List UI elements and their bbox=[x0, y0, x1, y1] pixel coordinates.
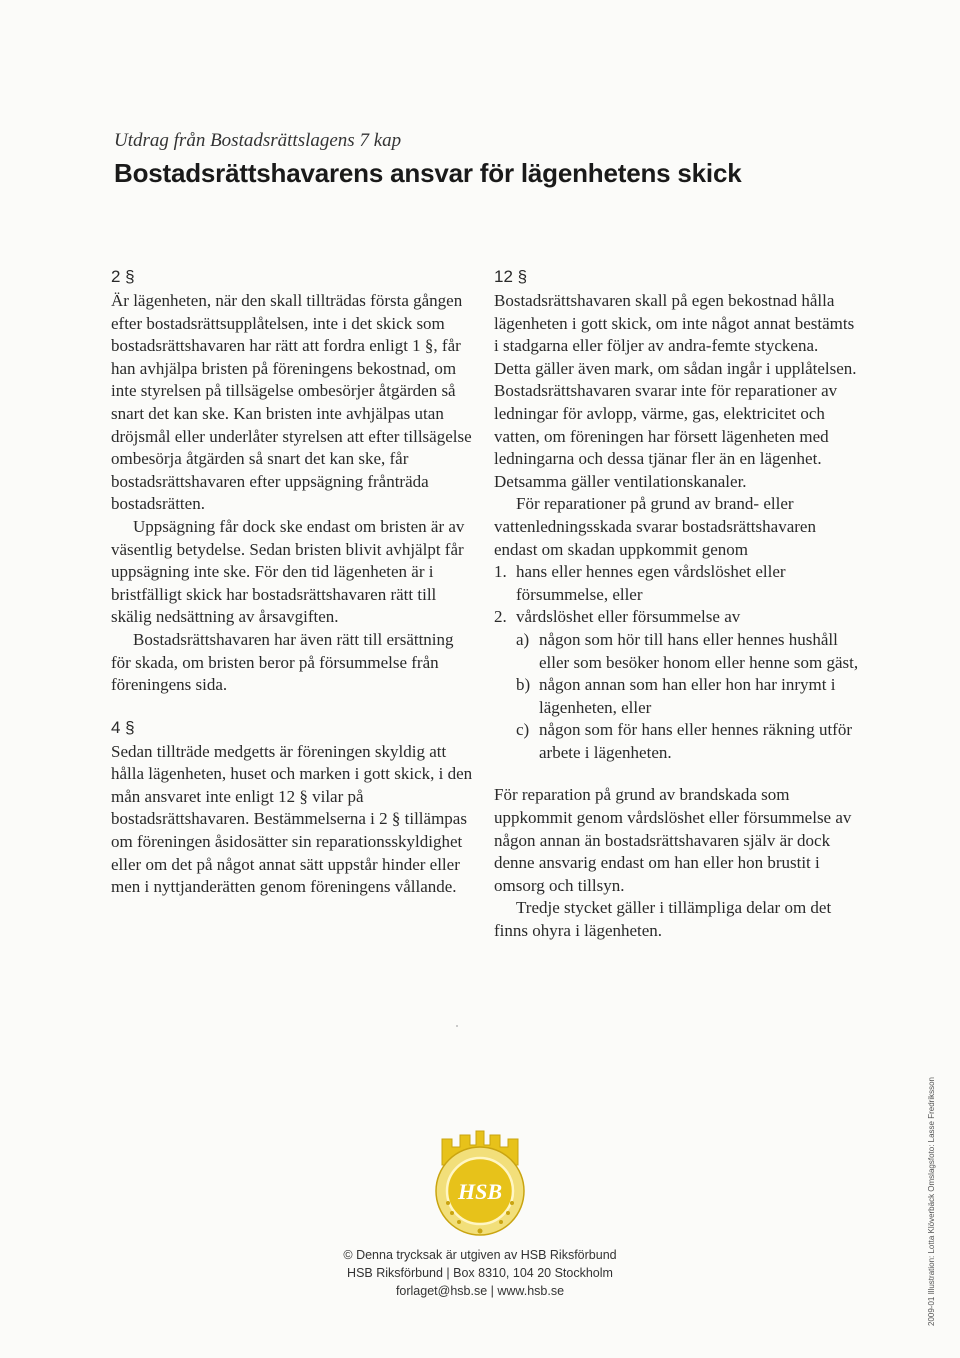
page-speck bbox=[456, 1025, 458, 1027]
document-kicker: Utdrag från Bostadsrättslagens 7 kap bbox=[114, 130, 402, 151]
document-title: Bostadsrättshavarens ansvar för lägenhetens skick bbox=[114, 158, 742, 188]
section-2-paragraph-1: Är lägenheten, när den skall tillträdas första gången efter bostadsrättsupplåtelsen, inte i det skick som bostadsrättshavaren har rätt att fordra enligt 1 §, får han avhjälpa bristen på föreningens bekostnad, om inte styrelsen på tillsägelse ombesörjer åtgärden så snart det kan ske. Kan bristen inte avhjälpas utan dröjsmål eller underlåter styrelsen att efter tillsägelse ombesörja åtgärden så snart det kan ske, får bostadsrättshavaren efter uppsägning frånträda bostadsrätten. bbox=[111, 291, 472, 514]
section-12-paragraph-2: För reparationer på grund av brand- eller vattenledningsskada svarar bostadsrättshavaren endast om skadan uppkommit genom bbox=[494, 494, 816, 559]
footer bbox=[300, 1246, 660, 1300]
sublist-item bbox=[494, 629, 859, 674]
section-4-paragraph-1: Sedan tillträde medgetts är föreningen skyldig att hålla lägenheten, huset och marken i gott skick, i den mån ansvaret inte enligt 12 § vilar på bostadsrättshavaren. Bestämmelserna i 2 § tillämpas om föreningen åsidosätter sin reparationsskyldighet eller om det på något annat sätt uppstår hinder eller men i nyttjanderätten genom föreningens vållande. bbox=[111, 741, 473, 897]
sublist-item-text: någon som hör till hans eller hennes hushåll eller som besöker honom eller henne som gäst, bbox=[539, 629, 859, 672]
list-item bbox=[494, 606, 859, 629]
section-12-paragraph-3: För reparation på grund av brandskada som uppkommit genom vårdslöshet eller försummelse av någon annan än bostadsrättshavaren själv är dock denne ansvarig endast om han eller hon brustit i omsorg och tillsyn. bbox=[494, 785, 852, 895]
left-column bbox=[111, 266, 476, 899]
sublist-item bbox=[494, 674, 859, 719]
sublist-item-letter: a) bbox=[516, 629, 530, 649]
section-12-heading: 12 § bbox=[494, 267, 528, 286]
list-item-text: vårdslöshet eller försummelse av bbox=[516, 607, 741, 627]
sublist-item bbox=[494, 719, 859, 764]
liability-sublist bbox=[494, 629, 859, 765]
hsb-logo bbox=[428, 1125, 532, 1245]
section-12-paragraph-4: Tredje stycket gäller i tillämpliga delar om det finns ohyra i lägenheten. bbox=[494, 898, 832, 941]
footer-contact[interactable]: forlaget@hsb.se | www.hsb.se bbox=[395, 1284, 565, 1298]
print-credit: 2009-01 Illustration: Lotta Klöverbäck Omslagsfoto: Lasse Fredriksson bbox=[927, 1076, 936, 1326]
footer-address: HSB Riksförbund | Box 8310, 104 20 Stockholm bbox=[347, 1266, 613, 1280]
list-item bbox=[494, 561, 859, 606]
sublist-item-letter: b) bbox=[516, 675, 531, 695]
footer-copyright: © Denna trycksak är utgiven av HSB Riksförbund bbox=[343, 1248, 617, 1262]
section-2-paragraph-2: Uppsägning får dock ske endast om bristen är av väsentlig betydelse. Sedan bristen blivit avhjälpt får uppsägning inte ske. För den tid lägenheten är i bristfälligt skick har bostadsrättshavaren rätt till skälig nedsättning av årsavgiften. bbox=[111, 516, 465, 627]
hsb-logo-text: HSB bbox=[457, 1179, 503, 1204]
section-2-heading: 2 § bbox=[111, 267, 135, 286]
list-item-text: hans eller hennes egen vårdslöshet eller försummelse, eller bbox=[516, 562, 786, 604]
sublist-item-letter: c) bbox=[516, 720, 530, 740]
section-2-paragraph-3: Bostadsrättshavaren har även rätt till ersättning för skada, om bristen beror på försummelse från föreningens sida. bbox=[111, 629, 454, 695]
sublist-item-text: någon som för hans eller hennes räkning utför arbete i lägenheten. bbox=[539, 720, 852, 762]
list-item-number: 1. bbox=[494, 562, 507, 582]
liability-list bbox=[494, 561, 859, 629]
right-column bbox=[494, 266, 859, 943]
section-12-paragraph-1: Bostadsrättshavaren skall på egen bekostnad hålla lägenheten i gott skick, om inte något annat bestämts i stadgarna eller följer av andra-femte styckena. Detta gäller även mark, om sådan ingår i upplåtelsen. Bostadsrättshavaren svarar inte för reparationer av ledningar för avlopp, värme, gas, elektricitet och vatten, om föreningen har försett lägenheten med ledningarna och dessa tjänar fler än en lägenhet. Detsamma gäller ventilationskanaler. bbox=[494, 291, 857, 491]
hsb-logo-emblem-icon bbox=[428, 1125, 532, 1245]
section-4-heading: 4 § bbox=[111, 717, 135, 737]
list-item-number: 2. bbox=[494, 607, 507, 627]
sublist-item-text: någon annan som han eller hon har inrymt i lägenheten, eller bbox=[539, 675, 836, 717]
